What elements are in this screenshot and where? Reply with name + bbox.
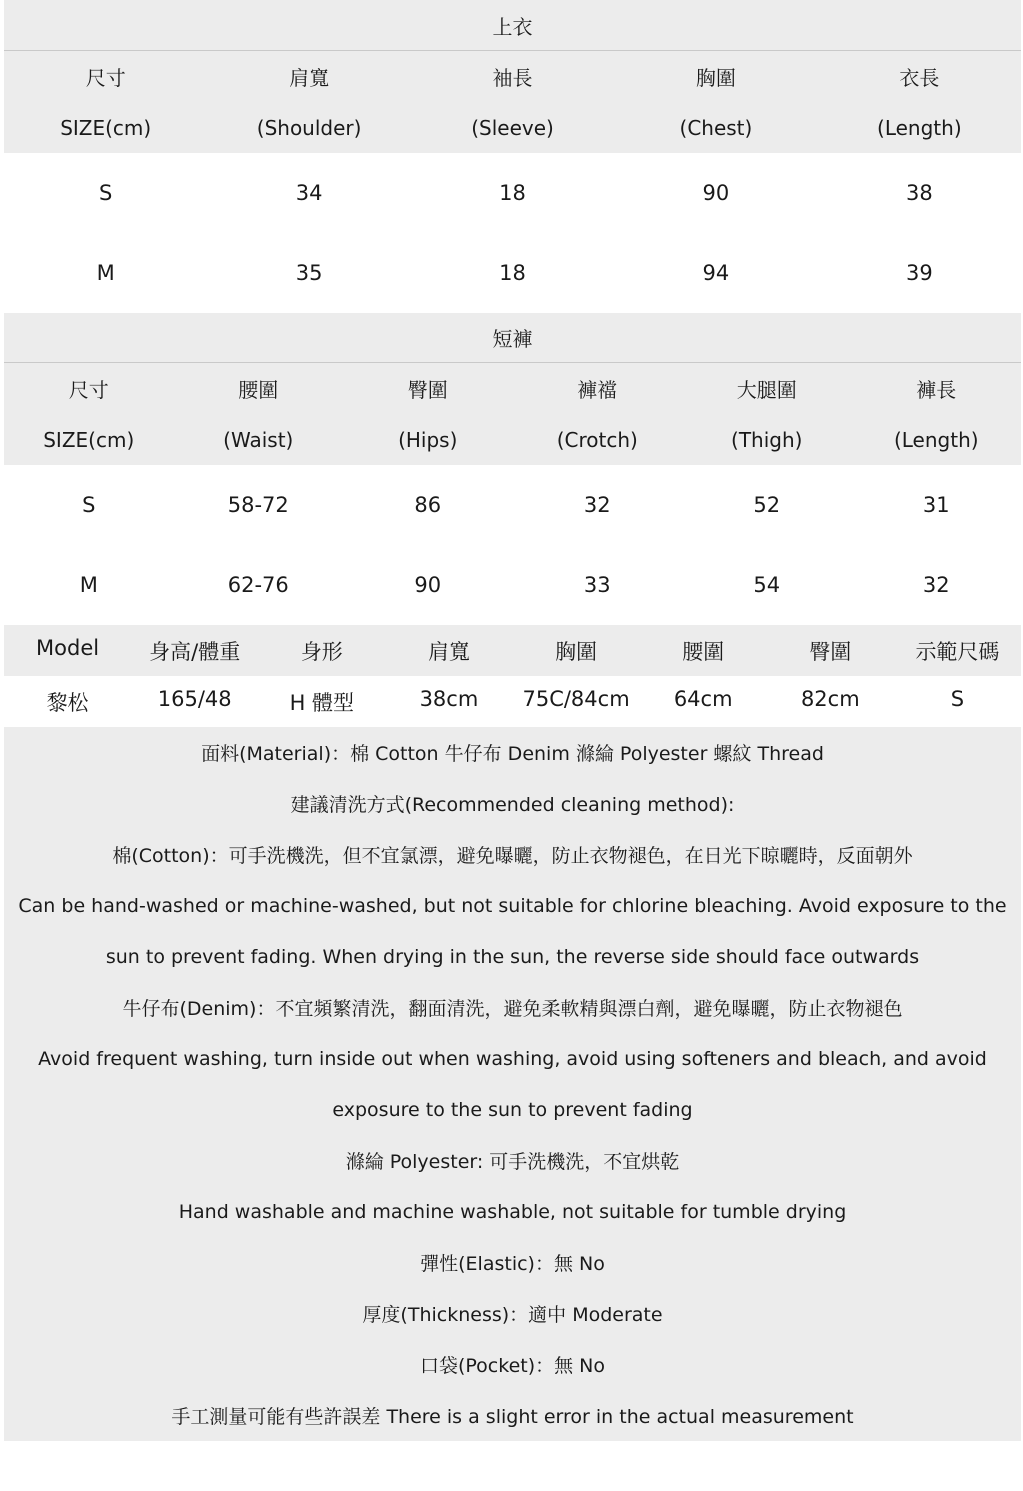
model-header-row: [4, 625, 1021, 676]
size-chart: [4, 0, 1021, 1441]
shorts-header-zh: 尺寸: [68, 378, 109, 402]
model-value: 64cm: [673, 686, 733, 711]
care-info: [4, 727, 1021, 1441]
table-cell: S: [99, 181, 113, 205]
model-header: 臀圍: [809, 639, 852, 664]
top-header-en: (Length): [877, 115, 962, 140]
cleaning-heading: 建議清洗方式(Recommended cleaning method):: [290, 794, 735, 816]
cotton-care-en-2: sun to prevent fading. When drying in the sun, the reverse side should face outwards: [105, 945, 920, 968]
table-cell: 31: [922, 493, 950, 517]
shorts-header-en: (Length): [893, 427, 979, 452]
shorts-header-zh: 褲襠: [577, 378, 618, 402]
top-header-en: (Sleeve): [471, 115, 554, 140]
shorts-section-title: [4, 313, 1021, 363]
model-header: 身形: [300, 639, 343, 664]
top-header-zh: 袖長: [492, 66, 533, 90]
model-header: Model: [36, 635, 100, 660]
table-cell: 58-72: [227, 493, 289, 517]
model-header: 示範尺碼: [915, 639, 1000, 664]
table-cell: 90: [414, 573, 442, 597]
top-section-title: [4, 0, 1021, 51]
top-title: 上衣: [492, 14, 533, 39]
shorts-header-zh: 腰圍: [238, 378, 279, 402]
shorts-row-s: [4, 465, 1021, 545]
top-header-en: (Shoulder): [256, 115, 362, 140]
shorts-header-zh: 臀圍: [407, 378, 448, 402]
shorts-header-zh: 褲長: [916, 378, 957, 402]
shorts-header-en: (Hips): [398, 427, 458, 452]
table-cell: 94: [702, 261, 730, 285]
top-header-en-row: [4, 102, 1021, 153]
table-cell: 86: [414, 493, 442, 517]
model-value: 165/48: [157, 686, 232, 711]
top-row-s: [4, 153, 1021, 233]
polyester-care-zh: 滌綸 Polyester: 可手洗機洗，不宜烘乾: [345, 1151, 680, 1173]
model-value: 38cm: [419, 686, 479, 711]
material-line: 面料(Material)：棉 Cotton 牛仔布 Denim 滌綸 Polyester 螺紋 Thread: [201, 743, 824, 765]
top-header-zh-row: [4, 51, 1021, 102]
table-cell: 33: [583, 573, 611, 597]
polyester-care-en: Hand washable and machine washable, not suitable for tumble drying: [178, 1200, 847, 1223]
denim-care-en-2: exposure to the sun to prevent fading: [332, 1098, 693, 1121]
elastic-line: 彈性(Elastic)：無 No: [420, 1253, 605, 1275]
table-cell: 39: [905, 261, 933, 285]
cotton-care-zh: 棉(Cotton)：可手洗機洗，但不宜氯漂，避免曝曬，防止衣物褪色，在日光下晾曬時，反面朝外: [112, 845, 913, 867]
shorts-title: 短褲: [492, 327, 533, 351]
table-cell: 54: [753, 573, 781, 597]
model-header: 腰圍: [682, 639, 725, 664]
model-value: S: [950, 686, 965, 711]
table-cell: 34: [295, 181, 323, 205]
top-row-m: [4, 233, 1021, 313]
shorts-row-m: [4, 545, 1021, 625]
pocket-line: 口袋(Pocket)：無 No: [419, 1355, 606, 1377]
table-cell: 62-76: [227, 573, 289, 597]
shorts-header-zh-row: [4, 363, 1021, 414]
table-cell: 35: [295, 261, 323, 285]
top-header-zh: 胸圍: [695, 66, 736, 90]
shorts-header-en: (Thigh): [731, 427, 803, 452]
table-cell: 52: [753, 493, 781, 517]
model-header: 身高/體重: [149, 639, 241, 664]
measurement-note: 手工測量可能有些許誤差 There is a slight error in the actual measurement: [171, 1406, 854, 1428]
table-cell: S: [82, 493, 96, 517]
table-cell: M: [96, 261, 115, 285]
top-header-en: SIZE(cm): [60, 115, 152, 140]
table-cell: M: [79, 573, 98, 597]
model-header: 肩寬: [427, 639, 470, 664]
shorts-header-zh: 大腿圍: [736, 378, 797, 402]
model-value: 75C/84cm: [522, 686, 630, 711]
table-cell: 38: [905, 181, 933, 205]
denim-care-zh: 牛仔布(Denim)：不宜頻繁清洗，翻面清洗，避免柔軟精與漂白劑，避免曝曬，防止衣物褪色: [122, 998, 903, 1020]
table-cell: 90: [702, 181, 730, 205]
table-cell: 18: [499, 181, 526, 205]
top-header-en: (Chest): [679, 115, 753, 140]
model-value: H 體型: [289, 690, 355, 715]
table-cell: 18: [499, 261, 526, 285]
table-cell: 32: [583, 493, 611, 517]
denim-care-en: Avoid frequent washing, turn inside out when washing, avoid using softeners and bleach, and avoid: [38, 1047, 987, 1070]
cotton-care-en: Can be hand-washed or machine-washed, but not suitable for chlorine bleaching. Avoid exposure to the: [18, 894, 1007, 917]
model-value: 黎松: [46, 690, 89, 715]
shorts-header-en: (Crotch): [556, 427, 638, 452]
top-header-zh: 肩寬: [289, 66, 330, 90]
shorts-header-en: (Waist): [223, 427, 294, 452]
shorts-header-en: SIZE(cm): [43, 427, 135, 452]
model-value: 82cm: [800, 686, 860, 711]
model-values-row: [4, 676, 1021, 727]
top-header-zh: 衣長: [899, 66, 940, 90]
shorts-header-en-row: [4, 414, 1021, 465]
top-header-zh: 尺寸: [85, 66, 126, 90]
model-header: 胸圍: [555, 639, 598, 664]
thickness-line: 厚度(Thickness)：適中 Moderate: [362, 1304, 663, 1326]
table-cell: 32: [922, 573, 950, 597]
